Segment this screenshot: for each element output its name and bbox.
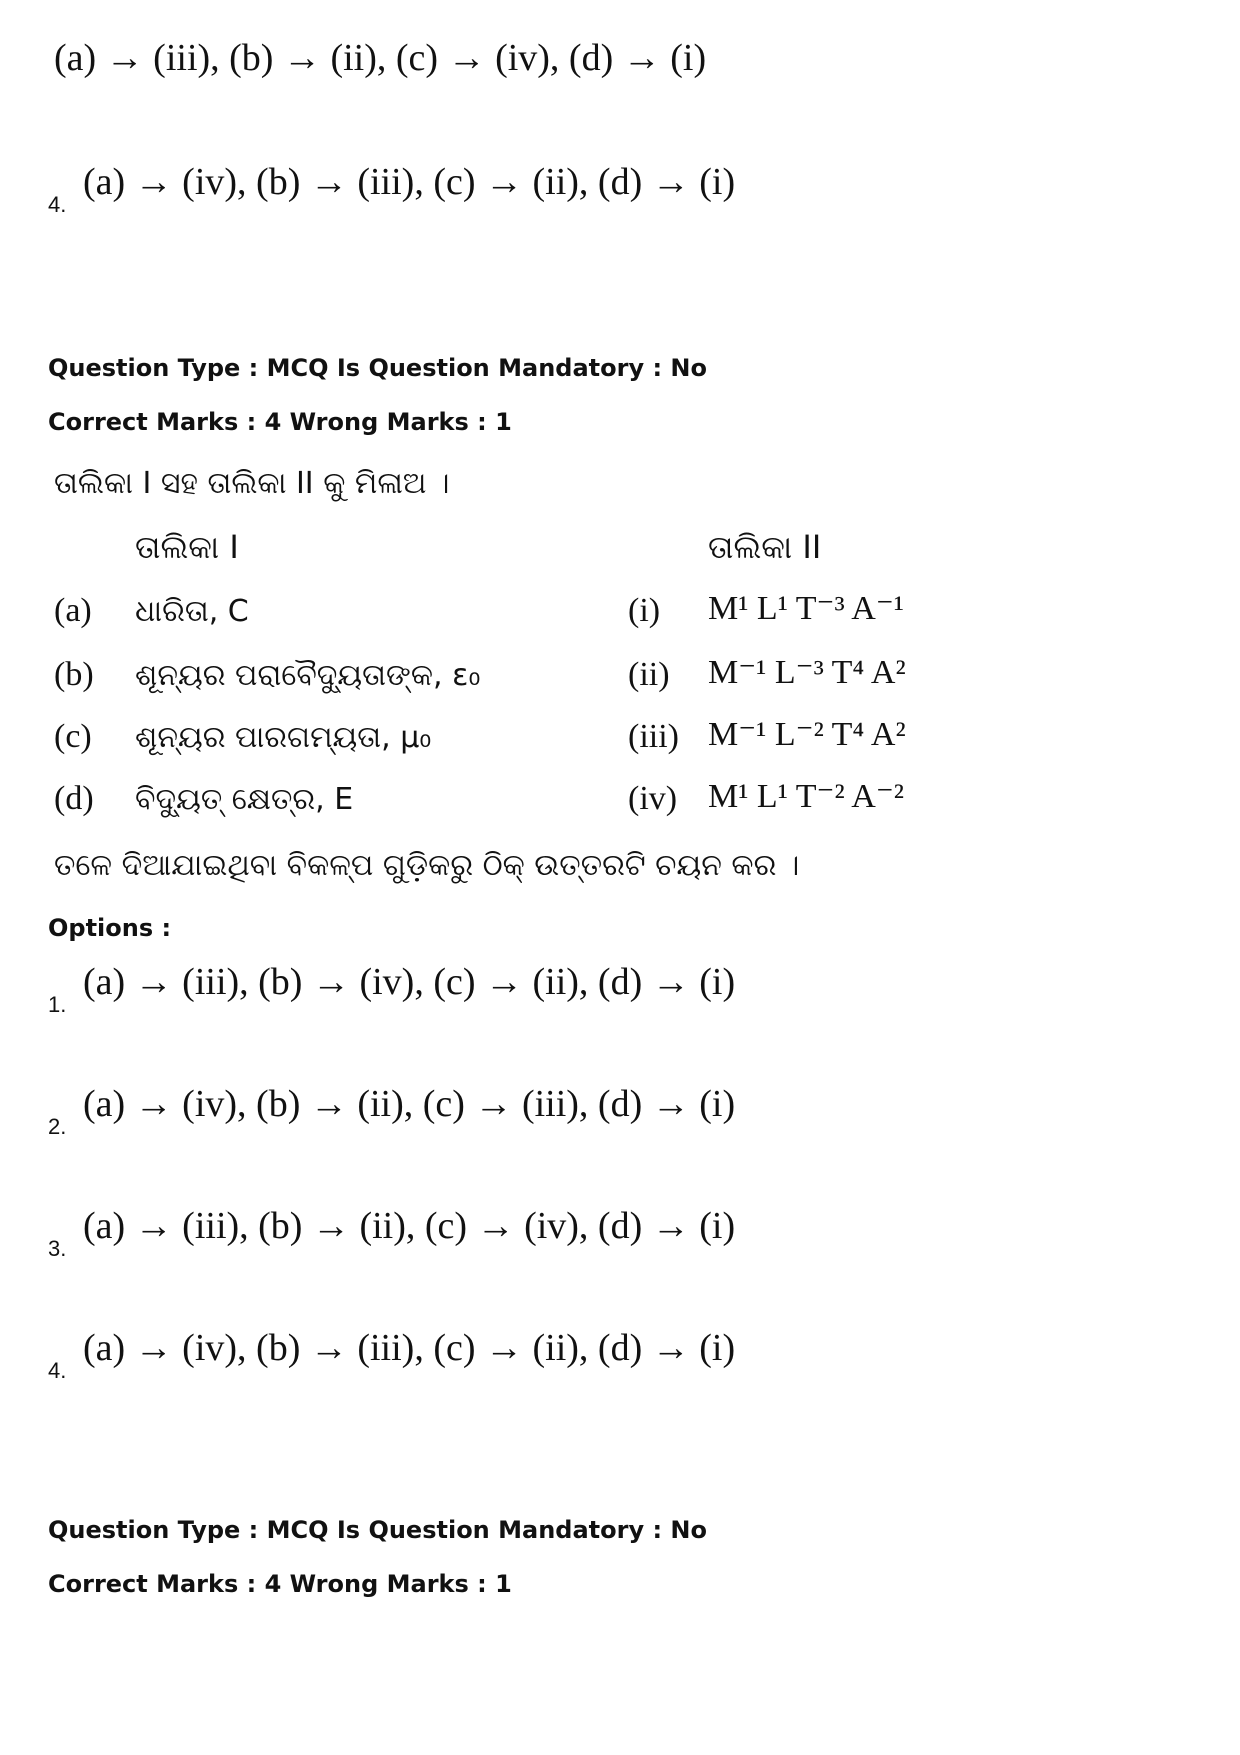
row-label-right: (ii) [628,656,670,693]
option-text: (a) → (iii), (b) → (ii), (c) → (iv), (d) → (i) [83,1205,736,1247]
option-number: 2. [48,1114,67,1139]
row-label-left: (c) [54,718,92,755]
row-text-left: ଧାରିତା, C [135,594,249,629]
row-label-right: (iv) [628,780,678,817]
row-formula-right: M¹ L¹ T⁻² A⁻² [708,778,904,815]
row-label-left: (d) [54,780,94,817]
row-label-left: (b) [54,656,94,693]
prev-option-4-number: 4. [48,192,67,217]
option-number: 3. [48,1236,67,1261]
list-2-header: ତାଲିକା II [708,528,822,566]
options-label: Options : [48,914,172,942]
option-number: 1. [48,992,67,1017]
question-stem: ତାଲିକା I ସହ ତାଲିକା II କୁ ମିଳାଅ । [54,466,450,501]
option-text: (a) → (iv), (b) → (iii), (c) → (ii), (d) → (i) [83,1327,736,1369]
question-instruction: ତଳେ ଦିଆଯାଇଥିବା ବିକଳ୍ପ ଗୁଡ଼ିକରୁ ଠିକ୍ ଉତ୍ତରଟି ଚୟନ କର । [54,848,800,883]
option-text: (a) → (iv), (b) → (ii), (c) → (iii), (d) → (i) [83,1083,736,1125]
row-text-left: ବିଦ୍ୟୁତ୍ କ୍ଷେତ୍ର, E [135,782,354,817]
row-label-left: (a) [54,592,92,629]
prev-option-3-text: (a) → (iii), (b) → (ii), (c) → (iv), (d) → (i) [54,37,707,79]
row-formula-right: M⁻¹ L⁻² T⁴ A² [708,716,906,753]
next-question-type-line: Question Type : MCQ Is Question Mandatory : No [48,1516,707,1544]
option-text: (a) → (iii), (b) → (iv), (c) → (ii), (d) → (i) [83,961,736,1003]
list-1-header: ତାଲିକା I [135,528,239,566]
next-question-marks-line: Correct Marks : 4 Wrong Marks : 1 [48,1570,512,1598]
option-number: 4. [48,1358,67,1383]
row-formula-right: M⁻¹ L⁻³ T⁴ A² [708,654,906,691]
row-text-left: ଶୂନ୍ୟର ପରାବୈଦ୍ୟୁତାଙ୍କ, ε₀ [135,658,481,693]
row-formula-right: M¹ L¹ T⁻³ A⁻¹ [708,590,904,627]
question-type-line: Question Type : MCQ Is Question Mandatory : No [48,354,707,382]
row-text-left: ଶୂନ୍ୟର ପାରଗମ୍ୟତା, μ₀ [135,720,432,755]
row-label-right: (iii) [628,718,679,755]
row-label-right: (i) [628,592,661,629]
prev-option-4-text: (a) → (iv), (b) → (iii), (c) → (ii), (d) → (i) [83,161,736,203]
question-marks-line: Correct Marks : 4 Wrong Marks : 1 [48,408,512,436]
